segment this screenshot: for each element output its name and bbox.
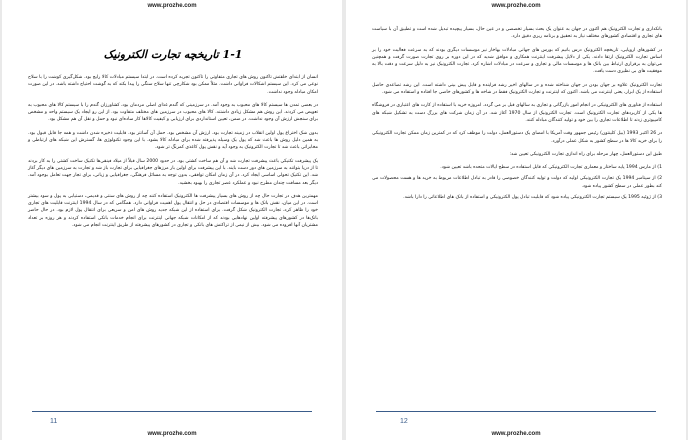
- paragraph: در بعضی تمدن ها سیستم کالا های محبوب به وجود آمد. در سرزمینی که گندم غذای اصلی مردمان بود، کشاورزان گندم را با سیستم کالا های محبوب به تعویض می کردند. این روش هم مشکل زیادی داشتند. کالا های محبوب در سرزمین های مختلف متفاوت بود. از این رو ایجاد یک سیستم واحد و مشخص برای سنجش ارزش آن وجود نداشت. در ضمن، تعیین استانداردی برای ارزیابی و کیفیت کالاها کار ساده‌ای نبود و حمل و نقل آن هم مشکل بود.: [28, 102, 318, 123]
- list-item: 2) از سپتامبر 1994 یک تجارت الکترونیکی اولیه که دولت و تولید کنندگان خصوصی را قادر به تبادل اطلاعات مربوط به خرید ها و هست محصولات می کند بطور عملی در سطح کشور پیاده شود.: [372, 176, 662, 189]
- left-page-content: [28, 26, 318, 235]
- paragraph: در 26 اکتبر 1993 (بیل کلینتون) رئیس جمهور وقت آمریکا با امضای یک دستورالعمل، دولت را موظف کرد که در کمترین زمان ممکن تجارت الکترونیکی را برای خرید کالا ها در سطح کشور به شکل عملی درآورد.: [372, 131, 662, 144]
- paragraph: بدون شک اختراع پول اولین انقلاب در زمینه تجارت بود. ارزش آن مشخص بود. حمل آن آسانتر بود. قابلیت ذخیره شدن داشت و همه جا قابل قبول بود. به همین دلیل روش ها باعث شد که پول یک وسیله پذیرفته شده برای مبادله کالا بشود. با این وجود تکنولوژی ها، گسترش این شبکه های ارتباطی و مخابراتی باعث شد تا تجارت الکترونیک به وجود آید و نقش پول کاغذی کمرنگ تر شود.: [28, 130, 318, 151]
- footer-divider: [376, 411, 656, 412]
- footer-divider: [32, 411, 312, 412]
- paragraph: مهمترین هدف در تجارت حال چه از روش های بسیار پیشرفت ها الکترونیک استفاده کنند چه از روش های سنتی و قدیمی، دستیابی به پول و سود بیشتر است. در این میان، نقش بانک ها و موسسات اقتصادی در حل و انتقال پول اهمیت فراوانی دارد. همگامی که در سال 1994 اینترنت قابلیت های تجاری خود را ظاهر کرد، تجارت الکترونیک شکل گرفت. برای استفاده از این شبکه جدید روش های امن و سریعی برای انتقال پول لازم بود. در حال حاضر بانک‌ها در کشورهای پیشرفته اولین نهادهایی بودند که از امکانات شبکه جهانی اینترنت برای انجام خدمات بانکی استفاده کردند و هر روزه بر تعداد مشتریان آنها افزوده می شود. بیش از نیمی از تراکنش های بانکی و تجاری در کشورهای پیشرفته از طریق اینترنت انجام می شود.: [28, 193, 318, 229]
- paragraph: یک پیشرفت تکنیکی باعث پیشرفت تجارت شد و آن هم ساخت کشتی بود. در حدود 2000 سال قبلاً از میلاد فینقی‌ها تکنیک ساخت کشتی را به کار بردند تا از دریا بتوانند به سرزمین های دور دست بایند. با این پیشرفت برای اولین بار مرزهای جغرافیایی برای تجارت باز شد و تجارت به سرزمین های دیگر آغاز شد. این تکنیک تحولی اساسی ایجاد کرد. در آن زمان امکان توافقی، بدون توجه به مسائل فرهنگی، جغرافیایی و زبانی، برای تجار جهت تعامل بوجود آمد. دیگر بعد مسافت چندان مطرح نبود و عملکرد عصر تجاری را بهبود بخشید.: [28, 158, 318, 186]
- site-footer: www.prozhe.com: [147, 431, 197, 437]
- site-footer: www.prozhe.com: [491, 431, 541, 437]
- left-page: [2, 0, 342, 440]
- right-page: [346, 0, 686, 440]
- list-item: 1) از مارس 1994 پایه ساختار و معماری تجارت الکترونیکی که قابل استفاده در سطح ایالات متحده باشد تعیین شود.: [440, 165, 662, 171]
- paragraph: تجارت الکترونیک علاوه بر جهان بودن در جهان شناخته شده و در سالهای اخیر رشد فزاینده و قابل پیش بینی داشته است. این رشد تصاعدی حاصل استفاده از یک ابزار، یعنی اینترنت می باشد. اکنون که اینترنت و تجارت الکترونیک فقط در شاخه ها و کشورهای خاصی جا افتاده و استفاده می شود.: [372, 82, 662, 96]
- paragraph: طبق این دستورالعمل، چهار مرحله برای راه اندازی تجارت الکترونیکی تعیین شد:: [509, 151, 662, 157]
- right-page-content: [372, 26, 662, 205]
- section-heading: 1-1 تاریخچه تجارت الکترونیک: [103, 48, 243, 61]
- paragraph: در کشورهای اروپایی، تاریخچه الکترونیک درس بانیم که بورس های جهانی مبادلات بهاخار نیز موسسات دیگری بودند که به سرعت فعالیت خود را بر اساس تجارت الکترونیک ارتقا دادند. یکی از دلایل پیشرفت اینترنت همکاری و موافق شدید که در این دوره بر روی تجارت صورت گرفت و همچنین می‌توان به برقراری ارتباط بین بانک ها و موسسات مالی و تجاری و سرعت در مبادلات اشاره کرد. تجارت الکترونیک نیز به دلیل سرعت و دقت بالا به موفقیت های بی نظیری دست یافت.: [372, 47, 662, 75]
- page-number: 11: [50, 418, 58, 425]
- numbered-list: [372, 164, 662, 201]
- paragraph: انسان از ابتدای خلقتش تاکنون روش های تجاری متفاوتی را تاکنون تجربه کرده است. در ابتدا سیستم مبادلات کالا رایج بود. شکل‌گیری کوشت را با سلاح نوعی می کرد. این سیستم اشکالات فراوانی داشت. مثلاً ممکن بود شکارچی تنها سلاح سنگی را پیدا بکند که به گوشت احتیاج داشته باشد. در این صورت امکان مبادله وجود نداشت.: [28, 75, 318, 95]
- site-header: www.prozhe.com: [147, 3, 197, 9]
- site-header: www.prozhe.com: [491, 3, 541, 9]
- list-item: 3) از ژوئیه 1995 یک سیستم تجارت الکترونیکی پیاده شود که قابلیت تبادل پول الکترونیکی و استفاده از بانک های اطلاعاتی را دارا باشد.: [403, 195, 662, 201]
- paragraph: استفاده از فناوری های الکترونیکی در انجام امور بازرگانی و تجاری به سالهای قبل بر می گردد. امروزه خرید با استفاده از کارت های اعتباری در فروشگاه ها یکی از کاربردهای تجارت الکترونیک است. تجارت الکترونیک از سال 1970 آغاز شد. در آن زمان شرکت های بزرگ دست به تشکیل شبکه های کامپیوتری زدند تا اطلاعات تجاری را بین خود و تولید کنندگان مبادله کنند.: [372, 103, 662, 123]
- paragraph: بانکداری و تجارت الکترونیک هم اکنون در جهان به عنوان یک بحث بسیار تخصصی و در عین حال، بسیار پیچیده تبدیل شده است و تطبیق آن با سیاست های تجاری و اقتصادی کشورهای مختلف نیاز به تحقیق و برنامه ریزی دقیق دارد.: [372, 27, 662, 40]
- page-number: 12: [400, 418, 408, 425]
